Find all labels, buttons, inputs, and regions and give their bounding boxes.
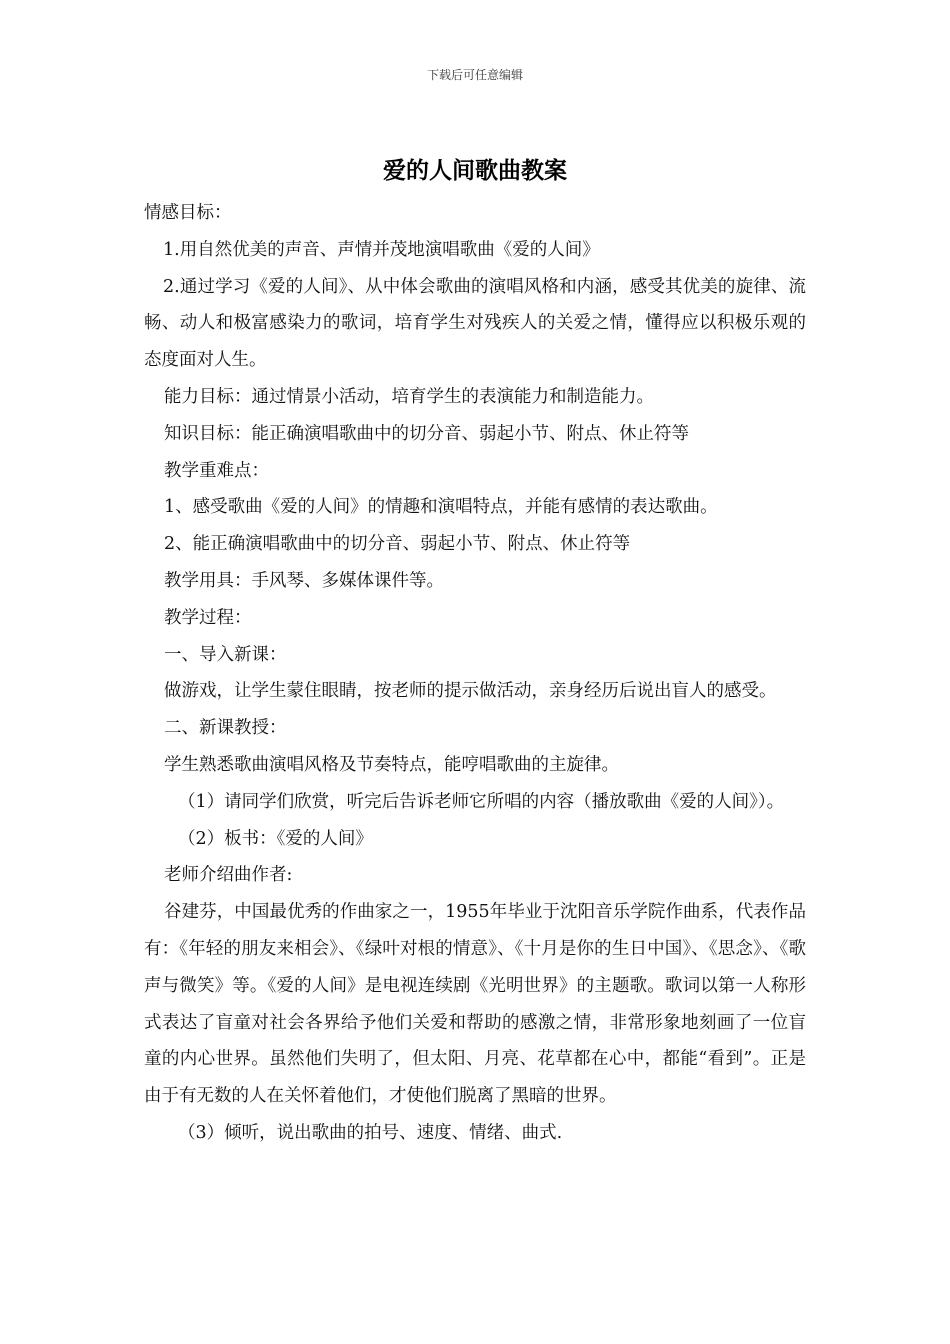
paragraph: 学生熟悉歌曲演唱风格及节奏特点，能哼唱歌曲的主旋律。	[164, 754, 619, 775]
document-title: 爱的人间歌曲教案	[383, 157, 567, 184]
paragraph: 1.用自然优美的声音、声情并茂地演唱歌曲《爱的人间》	[163, 239, 600, 260]
paragraph: 谷建芬，中国最优秀的作曲家之一，1955年毕业于沈阳音乐学院作曲系，代表作品有：《年轻的朋友来相会》、《绿叶对根的情意》、《十月是你的生日中国》、《思念》、《歌声与微笑》等。《爱的人间》是电视连续剧《光明世界》的主题歌。歌词以第一人称形式表达了盲童对社会各界给予他们关爱和帮助的感激之情，非常形象地刻画了一位盲童的内心世界。虽然他们失明了，但太阳、月亮、花草都在心中，都能“看到”。正是由于有无数的人在关怀着他们，才使他们脱离了黑暗的世界。	[144, 902, 806, 1107]
paragraph: 2.通过学习《爱的人间》、从中体会歌曲的演唱风格和内涵，感受其优美的旋律、流畅、动人和极富感染力的歌词，培育学生对残疾人的关爱之情，懂得应以积极乐观的态度面对人生。	[144, 276, 806, 371]
paragraph: （2）板书：《爱的人间》	[178, 828, 373, 849]
paragraph: 一、导入新课：	[164, 644, 287, 665]
paragraph: 教学重难点：	[164, 460, 269, 481]
paragraph: 二、新课教授：	[164, 718, 287, 739]
paragraph: 老师介绍曲作者:	[164, 865, 293, 886]
paragraph: 情感目标：	[144, 203, 232, 223]
paragraph: 做游戏，让学生蒙住眼睛，按老师的提示做活动，亲身经历后说出盲人的感受。	[164, 681, 777, 702]
document-body	[144, 195, 806, 1152]
paragraph: 2、能正确演唱歌曲中的切分音、弱起小节、附点、休止符等	[164, 534, 631, 555]
paragraph: 1、感受歌曲《爱的人间》的情趣和演唱特点，并能有感情的表达歌曲。	[164, 497, 718, 518]
paragraph: 教学用具：手风琴、多媒体课件等。	[164, 570, 444, 591]
paragraph: 能力目标：通过情景小活动，培育学生的表演能力和制造能力。	[164, 386, 654, 407]
paragraph: 教学过程：	[164, 607, 252, 628]
page-header-note: 下载后可任意编辑	[426, 68, 523, 82]
paragraph: （3）倾听，说出歌曲的拍号、速度、情绪、曲式.	[178, 1122, 563, 1143]
paragraph: 知识目标：能正确演唱歌曲中的切分音、弱起小节、附点、休止符等	[164, 423, 689, 444]
paragraph: （1）请同学们欣赏，听完后告诉老师它所唱的内容（播放歌曲《爱的人间》）。	[178, 791, 785, 812]
